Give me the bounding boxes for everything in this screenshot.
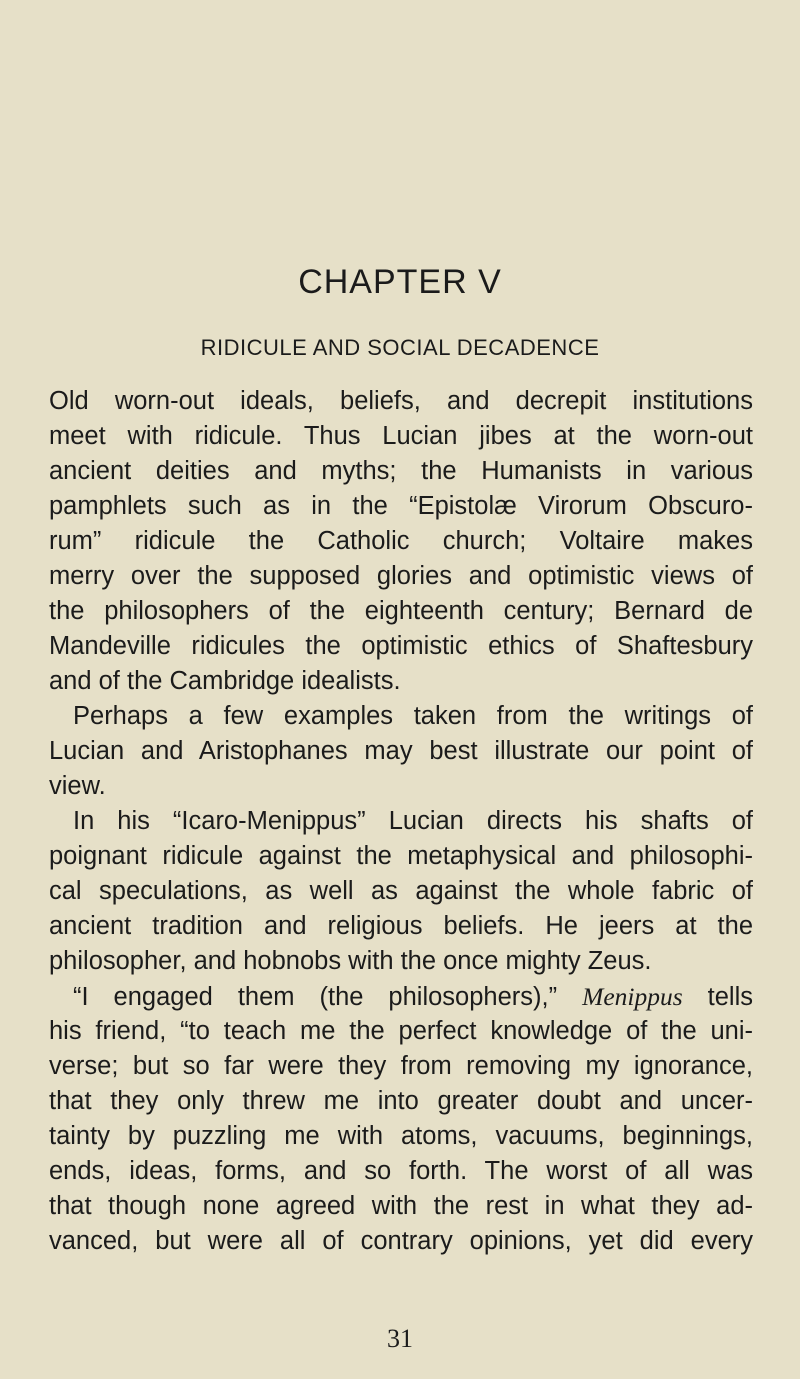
text-line: In his “Icaro-Menippus” Lucian directs his shafts of bbox=[73, 807, 753, 835]
text-line: verse; but so far were they from removing my ignorance, bbox=[49, 1052, 753, 1080]
text-run: tells bbox=[682, 983, 753, 1011]
text-line: and of the Cambridge idealists. bbox=[49, 667, 401, 695]
text-line: philosopher, and hobnobs with the once mighty Zeus. bbox=[49, 947, 652, 975]
text-line: vanced, but were all of contrary opinions, yet did every bbox=[49, 1227, 753, 1255]
text-line: merry over the supposed glories and optimistic views of bbox=[49, 562, 753, 590]
page-number: 31 bbox=[387, 1324, 413, 1353]
text-line: ancient deities and myths; the Humanists in various bbox=[49, 457, 753, 485]
text-line: Mandeville ridicules the optimistic ethics of Shaftesbury bbox=[49, 632, 753, 660]
text-line: meet with ridicule. Thus Lucian jibes at the worn-out bbox=[49, 422, 753, 450]
text-line: ends, ideas, forms, and so forth. The worst of all was bbox=[49, 1157, 753, 1185]
text-line: Perhaps a few examples taken from the writings of bbox=[73, 702, 753, 730]
text-line: that they only threw me into greater doubt and uncer- bbox=[49, 1087, 753, 1115]
chapter-title: RIDICULE AND SOCIAL DECADENCE bbox=[200, 335, 600, 360]
text-line: tainty by puzzling me with atoms, vacuums, beginnings, bbox=[49, 1122, 753, 1150]
body-text bbox=[49, 384, 753, 1259]
text-line: that though none agreed with the rest in what they ad- bbox=[49, 1192, 753, 1220]
text-line: rum” ridicule the Catholic church; Voltaire makes bbox=[49, 527, 753, 555]
italic-title: Menippus bbox=[582, 982, 683, 1011]
text-line: the philosophers of the eighteenth century; Bernard de bbox=[49, 597, 753, 625]
text-line: Old worn-out ideals, beliefs, and decrepit institutions bbox=[49, 387, 753, 415]
text-line: view. bbox=[49, 772, 106, 800]
text-line: cal speculations, as well as against the whole fabric of bbox=[49, 877, 753, 905]
text-line bbox=[49, 979, 753, 1014]
text-line: pamphlets such as in the “Epistolæ Virorum Obscuro- bbox=[49, 492, 753, 520]
text-run: “I engaged them (the philosophers),” bbox=[73, 983, 583, 1011]
text-line: poignant ridicule against the metaphysical and philosophi- bbox=[49, 842, 753, 870]
chapter-number: CHAPTER V bbox=[298, 263, 502, 301]
text-line: his friend, “to teach me the perfect knowledge of the uni- bbox=[49, 1017, 753, 1045]
text-line: ancient tradition and religious beliefs. He jeers at the bbox=[49, 912, 753, 940]
text-line: Lucian and Aristophanes may best illustrate our point of bbox=[49, 737, 753, 765]
